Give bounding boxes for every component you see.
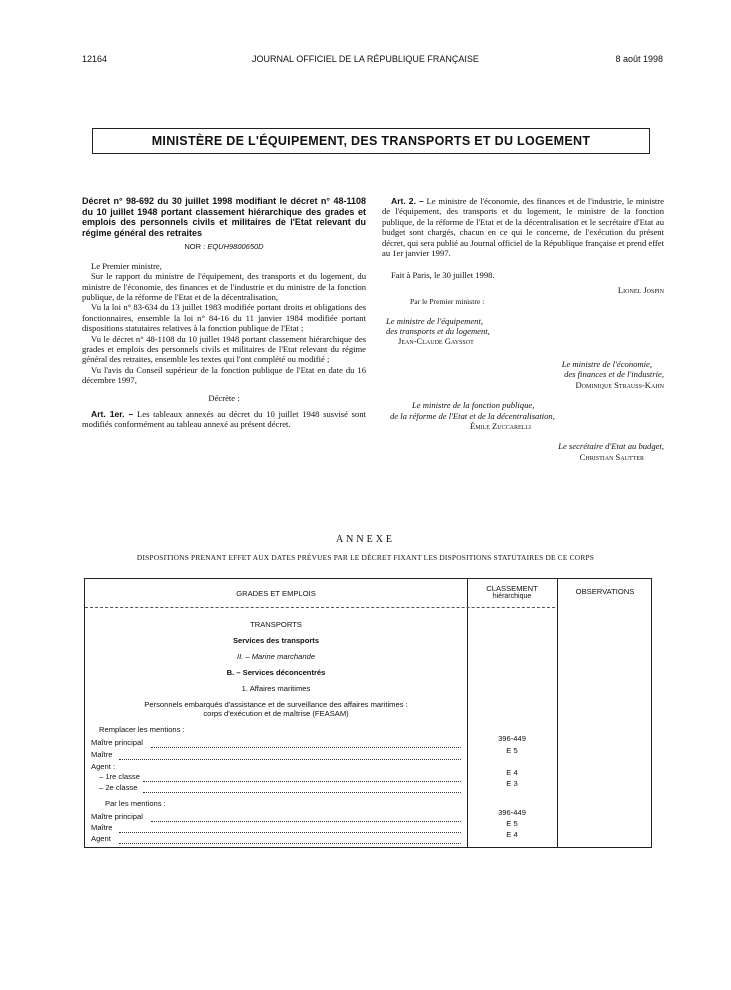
annexe-title: ANNEXE	[335, 534, 396, 545]
paragraph: Vu l'avis du Conseil supérieur de la fonction publique de l'Etat en date du 16 décembre 1997,	[82, 364, 366, 386]
heading-corps-line: corps d'exécution et de maîtrise (FEASAM)	[203, 709, 349, 718]
signature-name: Jean-Claude Gayssot	[398, 336, 474, 347]
decrete: Décrète :	[208, 392, 240, 403]
row-maitre-principal: Maître principal	[91, 738, 143, 747]
row-maitre: Maître	[91, 750, 113, 759]
page-number: 12164	[82, 54, 108, 64]
col-header-observations: OBSERVATIONS	[575, 587, 635, 596]
heading-affaires: 1. Affaires maritimes	[241, 684, 311, 693]
annexe-table	[84, 578, 652, 848]
value-e3: E 3	[506, 779, 518, 788]
nor-label: NOR :	[184, 242, 206, 252]
ministry-banner: MINISTÈRE DE L'ÉQUIPEMENT, DES TRANSPORTS ET DU LOGEMENT	[92, 128, 650, 154]
row-maitre: Maître	[91, 823, 113, 832]
col-header-classement	[467, 584, 557, 600]
fait-a-paris: Fait à Paris, le 30 juillet 1998.	[391, 270, 495, 281]
article-1	[82, 409, 366, 430]
value-e5: E 5	[506, 819, 518, 828]
nor-code: EQUH9800650D	[207, 242, 264, 252]
row-1re-classe: – 1re classe	[99, 772, 140, 781]
article-1-text: Les tableaux annexés au décret du 10 juillet 1948 susvisé sont modifiés conformément au tableau annexé au présent décret.	[82, 409, 366, 430]
signature-line: de la réforme de l'Etat et de la décentralisation,	[390, 410, 555, 421]
par-label: Par les mentions :	[105, 799, 166, 808]
col-header-classement-line: hiérarchique	[492, 593, 532, 600]
article-2-label: Art. 2. –	[391, 196, 424, 206]
col-header-classement-line: CLASSEMENT	[486, 584, 538, 593]
signature-name: Christian Sautter	[579, 451, 644, 462]
journal-title: JOURNAL OFFICIEL DE LA RÉPUBLIQUE FRANÇAISE	[252, 54, 479, 64]
left-column	[82, 196, 366, 430]
signature-line: des transports et du logement,	[386, 326, 490, 337]
decree-title: Décret n° 98-692 du 30 juillet 1998 modifiant le décret n° 48-1108 du 10 juillet 1948 portant classement hiérarchique des grades et emplois des personnels civils et militaires de l'Etat relevant du régime général des retraites	[82, 196, 366, 238]
heading-corps-line: Personnels embarqués d'assistance et de surveillance des affaires maritimes :	[144, 700, 408, 709]
row-agent: Agent :	[91, 762, 116, 771]
row-agent: Agent	[91, 834, 111, 843]
value-396-449: 396-449	[498, 808, 526, 817]
issue-date: 8 août 1998	[615, 54, 663, 64]
value-396-449: 396-449	[498, 734, 526, 743]
signature-line: Le ministre de la fonction publique,	[412, 400, 535, 411]
article-1-label: Art. 1er. –	[91, 409, 134, 420]
value-e4: E 4	[506, 830, 518, 839]
row-2e-classe: – 2e classe	[99, 783, 138, 792]
signature-economie	[382, 359, 664, 390]
signature-name: Dominique Strauss-Kahn	[575, 379, 664, 390]
nor-reference	[82, 242, 366, 252]
value-e4: E 4	[506, 768, 518, 777]
remplacer-label: Remplacer les mentions :	[99, 725, 185, 734]
row-maitre-principal: Maître principal	[91, 812, 143, 821]
heading-marine: II. – Marine marchande	[236, 652, 316, 661]
article-2	[382, 196, 664, 258]
signature-line: Le ministre de l'économie,	[561, 358, 652, 369]
article-2-text: Le ministre de l'économie, des finances et de l'industrie, le ministre de l'équipement, des transports et du logement, le ministre de la fonction publique, de la réforme de l'Etat et de la décentralisation et le secrétaire d'Etat au budget sont chargés, chacun en ce qui le concerne, de l'exécution du présent décret, qui sera publié au Journal officiel de la République française et prend effet au 1er janvier 1997.	[382, 196, 664, 259]
signature-line: Le secrétaire d'Etat au budget,	[558, 441, 664, 452]
paragraph: Vu la loi n° 83-634 du 13 juillet 1983 modifiée portant droits et obligations des fonctionnaires, ensemble la loi n° 84-16 du 11 janvier 1984 modifiée portant dispositions statutaires relatives à la fonction publique de l'Etat ;	[82, 302, 366, 334]
heading-deconcentres: B. – Services déconcentrés	[226, 668, 326, 677]
signature-budget	[382, 441, 664, 462]
signature-line: Le ministre de l'équipement,	[386, 315, 483, 326]
annexe-subtitle: DISPOSITIONS PRENANT EFFET AUX DATES PRÉVUES PAR LE DÉCRET FIXANT LES DISPOSITIONS STATUTAIRES DE CE CORPS	[136, 553, 595, 562]
signature-name: Émile Zuccarelli	[470, 420, 531, 431]
signature-equipement	[382, 316, 664, 347]
right-column	[382, 196, 664, 462]
par-premier-ministre: Par le Premier ministre :	[410, 297, 485, 307]
paragraph: Vu le décret n° 48-1108 du 10 juillet 1948 portant classement hiérarchique des grades et emplois des personnels civils et militaires de l'Etat relevant du régime général des retraites, ensemble les textes qui l'ont complété ou modifié ;	[82, 333, 366, 365]
value-e5: E 5	[506, 746, 518, 755]
paragraph: Le Premier ministre,	[91, 260, 162, 271]
signature-fonction-publique	[382, 400, 664, 431]
paragraph: Sur le rapport du ministre de l'équipement, des transports et du logement, du ministre de l'économie, des finances et de l'industrie et du ministre de la fonction publique, de la réforme de l'Etat et de la décentralisation,	[82, 271, 366, 302]
heading-services: Services des transports	[232, 636, 320, 645]
signature-line: des finances et de l'industrie,	[564, 369, 664, 380]
col-header-grades: GRADES ET EMPLOIS	[236, 589, 316, 598]
heading-transports: TRANSPORTS	[250, 620, 302, 629]
heading-corps	[85, 700, 467, 718]
signer-name: Lionel Jospin	[617, 284, 664, 295]
